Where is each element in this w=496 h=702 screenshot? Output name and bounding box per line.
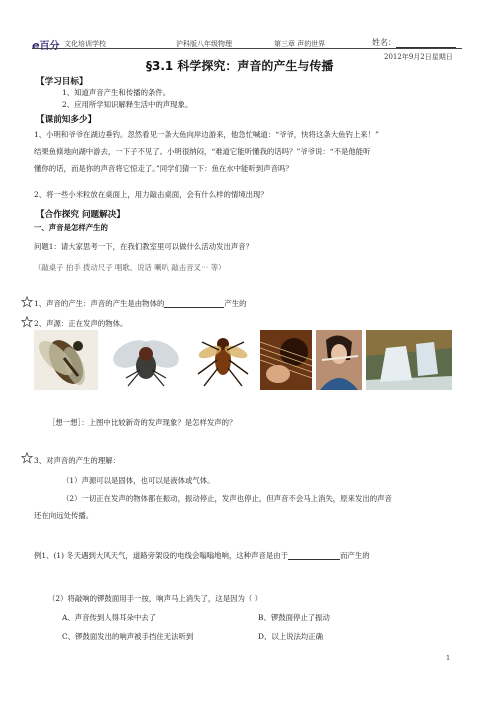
preview-q1-line3: 懂你的话，而是你的声音将它惊走了。”同学们猜一下：鱼在水中能听到声音吗？	[34, 164, 293, 173]
objective-2: 2、应用所学知识解释生活中的声现象。	[62, 100, 193, 109]
option-c: C、锣鼓面发出的响声被手挡住无法听到	[62, 632, 194, 641]
logo-text: 百分	[39, 41, 60, 52]
objective-1: 1、知道声音产生和传播的条件。	[62, 88, 171, 97]
point-1-text: 1、声音的产生：声音的产生是由物体的	[34, 299, 165, 308]
example-1-q1-blank[interactable]	[288, 551, 340, 560]
think-prompt: ［想一想］：上图中比较新奇的发声现象？是怎样发声的？	[48, 418, 237, 427]
star-icon	[21, 316, 33, 328]
waterfall-image	[366, 330, 452, 390]
option-a: A、声音传到人得耳朵中去了	[62, 613, 157, 622]
example-1-q1	[34, 551, 370, 560]
header-date: 2012年9月2日星期日	[384, 53, 453, 61]
point-1	[34, 299, 247, 308]
star-icon	[21, 452, 33, 464]
school-name: 文化培训学校	[64, 40, 106, 48]
objectives-heading: 【学习目标】	[36, 77, 88, 87]
header-rule	[32, 48, 462, 49]
star-icon	[21, 296, 33, 308]
question-1-examples: （敲桌子 拍手 拨动尺子 唱歌、说话 喇叭 敲击音叉⋯ 等）	[34, 263, 226, 272]
page-number: 1	[446, 654, 451, 662]
point-3-item-2-cont: 还在向远处传播。	[34, 511, 94, 520]
textbook-name: 沪科版八年级物理	[176, 40, 232, 48]
example-1-q1-text: 例1、(1) 冬天遇到大风天气，道路旁架设的电线会嗡嗡地响，这种声音是由于	[34, 551, 289, 560]
mosquito-image	[190, 330, 256, 390]
logo	[32, 34, 59, 53]
point-3: 3、对声音的产生的理解：	[34, 456, 121, 465]
point-3-item-1: （1）声源可以是固体，也可以是液体或气体。	[62, 476, 215, 485]
preview-q1-line1: 1、小明和爷爷在湖边垂钓。忽然看见一条大鱼向岸边游来，他急忙喊道：“爷爷，快将这条大鱼钓上来！”	[34, 130, 379, 139]
preview-q1-line2: 结果鱼倏地向湖中游去，一下子不见了。小明很纳闷，“难道它能听懂我的话吗？”爷爷说：“不是他能听	[34, 147, 371, 156]
page-title: §3.1 科学探究：声音的产生与传播	[146, 59, 334, 73]
name-blank[interactable]	[396, 39, 456, 48]
example-1-q1-suffix: 而产生的	[340, 551, 370, 560]
point-1-blank[interactable]	[164, 299, 224, 308]
name-label	[372, 37, 456, 48]
example-1-q2: （2）将敲响的锣鼓面用手一按，响声马上消失了，这是因为（ ）	[48, 594, 262, 603]
cooperation-heading: 【合作探究 问题解决】	[36, 210, 125, 220]
subsection-sound-production: 一、声音是怎样产生的	[34, 223, 108, 232]
point-2: 2、声源：正在发声的物体。	[34, 319, 128, 328]
name-label-text: 姓名：	[372, 38, 396, 47]
guitar-strings-image	[260, 330, 312, 390]
point-1-suffix: 产生的	[224, 299, 247, 308]
option-d: D、以上说法均正确	[258, 632, 324, 641]
preview-q2: 2、将一些小米粒放在桌面上，用力敲击桌面，会有什么样的情境出现？	[34, 190, 268, 199]
fly-image	[104, 330, 184, 390]
option-b: B、锣鼓面停止了振动	[258, 613, 330, 622]
question-1: 问题1：请大家思考一下，在我们教室里可以做什么活动发出声音？	[34, 242, 254, 251]
point-3-item-2: （2）一切正在发声的物体都在振动，振动停止，发声也停止，但声音不会马上消失，原来发出的声音	[62, 494, 392, 503]
chapter-name: 第三章 声的世界	[274, 40, 326, 48]
preview-heading: 【课前知多少】	[36, 115, 97, 125]
cicada-image	[34, 330, 98, 390]
flute-player-image	[316, 330, 362, 390]
logo-e: e	[32, 39, 40, 52]
